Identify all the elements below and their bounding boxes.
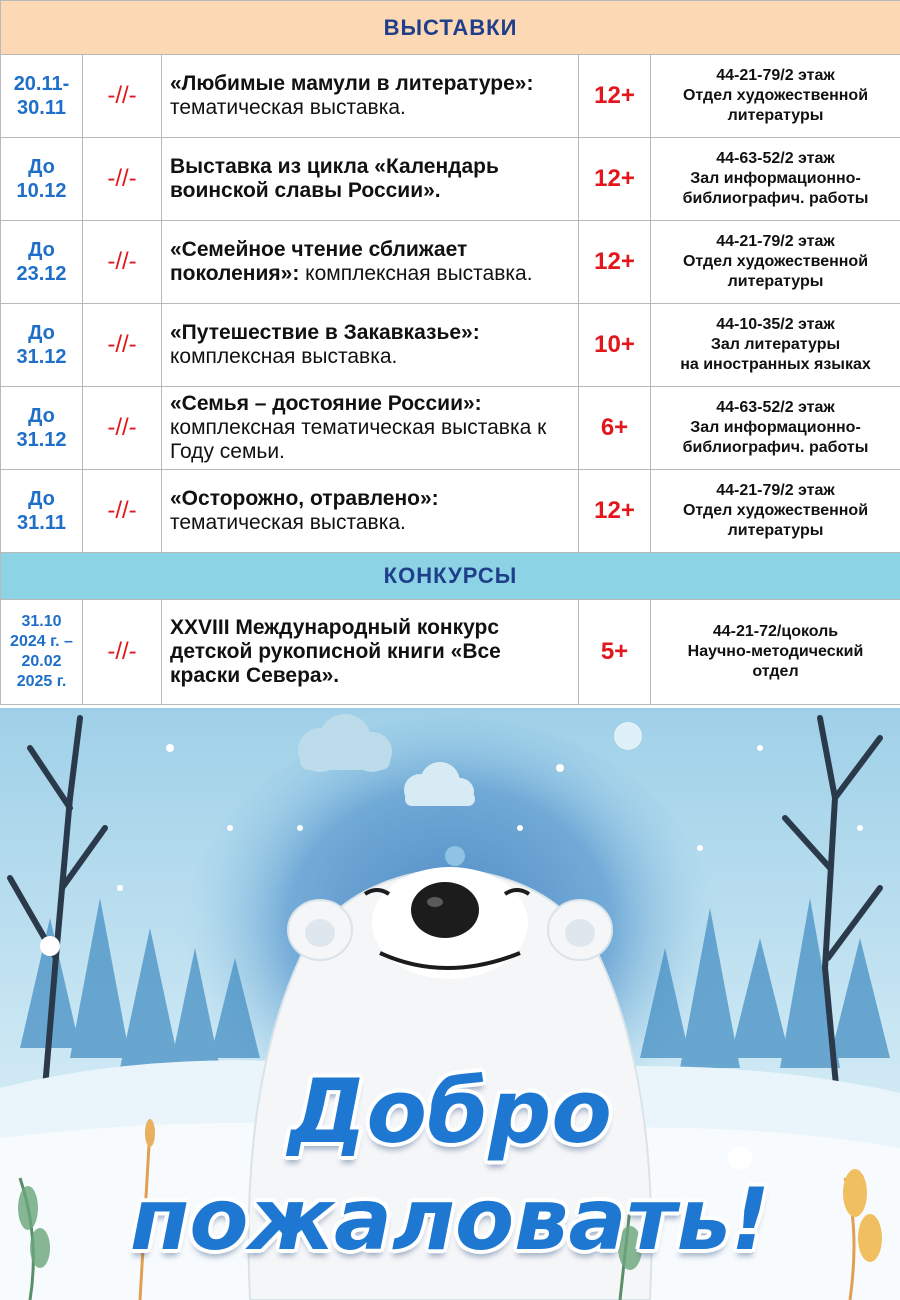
table-row xyxy=(1,221,900,304)
dash-cell: -//- xyxy=(83,138,162,221)
dash-cell: -//- xyxy=(83,600,162,705)
contact-cell: 44-21-72/цоколь Научно-методический отдел xyxy=(651,600,900,705)
contact-cell: 44-10-35/2 этаж Зал литературы на иностранных языках xyxy=(651,304,900,387)
contests-heading: КОНКУРСЫ xyxy=(1,553,900,600)
date-cell: До 10.12 xyxy=(1,138,83,221)
date-cell: 20.11- 30.11 xyxy=(1,55,83,138)
title-cell: XXVIII Международный конкурс детской рукописной книги «Все краски Севера». xyxy=(162,600,579,705)
age-rating: 12+ xyxy=(579,221,651,304)
contact-cell: 44-21-79/2 этаж Отдел художественной литературы xyxy=(651,55,900,138)
dash-cell: -//- xyxy=(83,387,162,470)
welcome-line-1: Добро xyxy=(288,1060,612,1163)
contact-cell: 44-21-79/2 этаж Отдел художественной литературы xyxy=(651,470,900,553)
welcome-line-2: пожаловать! xyxy=(129,1170,771,1270)
table-row xyxy=(1,55,900,138)
contact-cell: 44-21-79/2 этаж Отдел художественной литературы xyxy=(651,221,900,304)
bear-nose xyxy=(411,882,479,938)
date-cell: До 23.12 xyxy=(1,221,83,304)
contact-cell: 44-63-52/2 этаж Зал информационно- библиографич. работы xyxy=(651,138,900,221)
date-cell: До 31.12 xyxy=(1,304,83,387)
contact-cell: 44-63-52/2 этаж Зал информационно- библиографич. работы xyxy=(651,387,900,470)
date-cell: До 31.12 xyxy=(1,387,83,470)
table-row xyxy=(1,304,900,387)
exhibitions-heading: ВЫСТАВКИ xyxy=(1,1,900,55)
exhibitions-header-row xyxy=(1,1,900,55)
age-rating: 6+ xyxy=(579,387,651,470)
age-rating: 12+ xyxy=(579,55,651,138)
title-cell: «Осторожно, отравлено»: тематическая выставка. xyxy=(162,470,579,553)
title-cell: «Семья – достояние России»: комплексная тематическая выставка к Году семьи. xyxy=(162,387,579,470)
title-cell: «Семейное чтение сближает поколения»: комплексная выставка. xyxy=(162,221,579,304)
table-row xyxy=(1,138,900,221)
dash-cell: -//- xyxy=(83,304,162,387)
table-row xyxy=(1,387,900,470)
age-rating: 5+ xyxy=(579,600,651,705)
title-cell: «Любимые мамули в литературе»: тематическая выставка. xyxy=(162,55,579,138)
contests-header-row xyxy=(1,553,900,600)
title-cell: Выставка из цикла «Календарь воинской славы России». xyxy=(162,138,579,221)
age-rating: 12+ xyxy=(579,470,651,553)
table-row xyxy=(1,600,900,705)
date-cell: До 31.11 xyxy=(1,470,83,553)
table-row xyxy=(1,470,900,553)
title-cell: «Путешествие в Закавказье»: комплексная выставка. xyxy=(162,304,579,387)
dash-cell: -//- xyxy=(83,55,162,138)
dash-cell: -//- xyxy=(83,470,162,553)
dash-cell: -//- xyxy=(83,221,162,304)
age-rating: 10+ xyxy=(579,304,651,387)
age-rating: 12+ xyxy=(579,138,651,221)
date-cell: 31.10 2024 г. – 20.02 2025 г. xyxy=(1,600,83,705)
